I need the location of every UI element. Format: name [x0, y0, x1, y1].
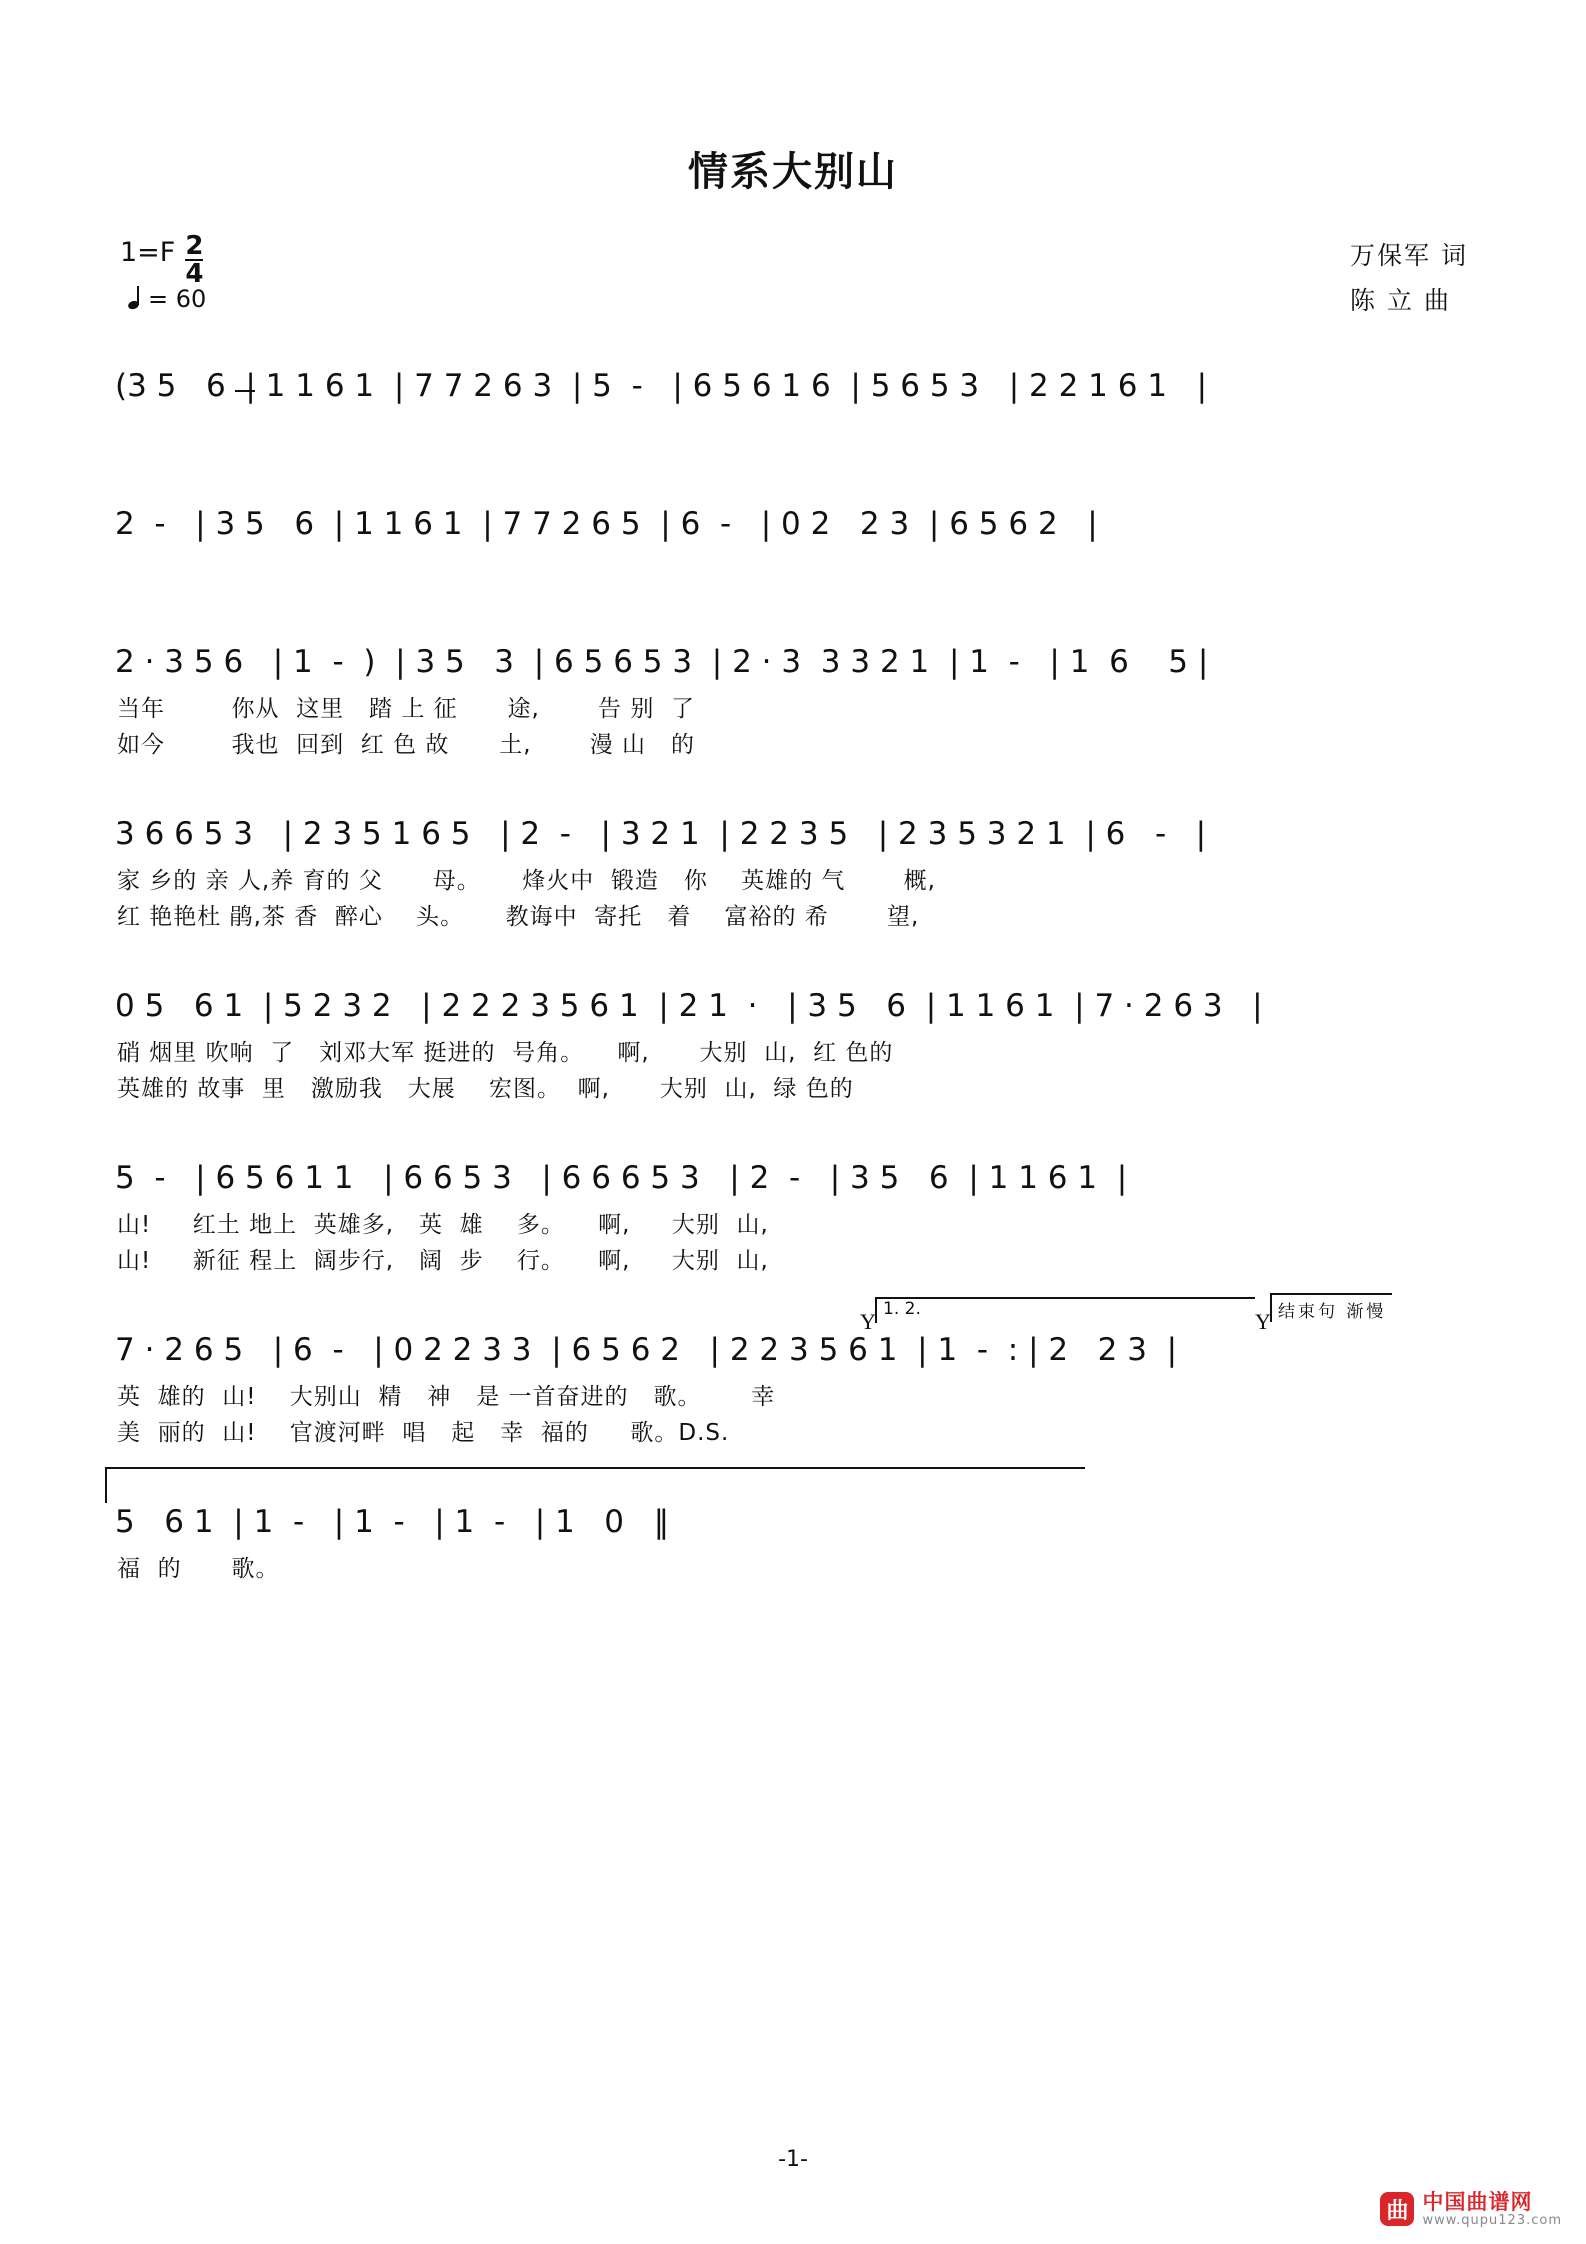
lyrics-verse1-row-7: 英 雄的 山! 大别山 精 神 是 一首奋进的 歌。 幸 — [117, 1384, 776, 1410]
lyrics-verse1-row-3: 当年 你从 这里 踏 上 征 途, 告 别 了 — [117, 696, 695, 722]
notation-row-3: 2 · 3 5 6 | 1 - ) | 3 5 3 | 6 5 6 5 3 | 2 · 3 3 3 2 1 | 1 - | 1 6 5 | — [115, 644, 1209, 680]
time-signature-denominator: 4 — [185, 259, 204, 289]
coda-icon: Υ — [860, 1309, 876, 1334]
ending-phrase-label: 结束句 渐慢 — [1270, 1293, 1392, 1322]
system-6 — [115, 1149, 1471, 1279]
system-7 — [115, 1299, 1471, 1451]
lyrics-verse2-row-7: 美 丽的 山! 官渡河畔 唱 起 幸 福的 歌。D.S. — [117, 1420, 730, 1446]
watermark-site-name: 中国曲谱网 — [1422, 2189, 1533, 2214]
notation-row-6: 5 - | 6 5 6 1 1 | 6 6 5 3 | 6 6 6 5 3 | 2 - | 3 5 6 | 1 1 6 1 | — [115, 1160, 1128, 1196]
page-number: -1- — [778, 2147, 808, 2172]
system-4 — [115, 805, 1471, 935]
watermark-logo-icon: 曲 — [1380, 2192, 1414, 2226]
key-label: 1=F — [120, 237, 176, 268]
key-signature — [120, 231, 204, 291]
coda-icon-2: Υ — [1255, 1309, 1271, 1334]
system-3 — [115, 633, 1471, 763]
lyrics-verse1-row-5: 硝 烟里 吹响 了 刘邓大军 挺进的 号角。 啊, 大别 山, 红 色的 — [117, 1040, 894, 1066]
composer: 陈 立 曲 — [1350, 286, 1451, 315]
credits — [1350, 233, 1468, 323]
volta-bracket-1-2: 1. 2. — [875, 1297, 1255, 1323]
lyricist: 万保军 词 — [1350, 241, 1468, 270]
lyrics-verse2-row-3: 如今 我也 回到 红 色 故 土, 漫 山 的 — [117, 732, 695, 758]
notation-row-5: 0 5 6 1 | 5 2 3 2 | 2 2 2 3 5 6 1 | 2 1 · | 3 5 6 | 1 1 6 1 | 7 · 2 6 3 | — [115, 988, 1263, 1024]
tempo-marking — [128, 285, 206, 313]
lyrics-verse2-row-6: 山! 新征 程上 阔步行, 阔 步 行。 啊, 大别 山, — [117, 1248, 769, 1274]
watermark — [1380, 2191, 1562, 2228]
system-8 — [115, 1493, 1471, 1589]
system-2 — [115, 495, 1471, 591]
time-signature-numerator: 2 — [185, 231, 204, 261]
page-title: 情系大别山 — [688, 149, 898, 195]
lyrics-verse1-row-4: 家 乡的 亲 人,养 育的 父 母。 烽火中 锻造 你 英雄的 气 概, — [117, 868, 936, 894]
lyrics-verse2-row-5: 英雄的 故事 里 激励我 大展 宏图。 啊, 大别 山, 绿 色的 — [117, 1076, 854, 1102]
time-signature — [185, 233, 203, 287]
notation-row-7: 7 · 2 6 5 | 6 - | 0 2 2 3 3 | 6 5 6 2 | 2 2 3 5 6 1 | 1 - : | 2 2 3 | — [115, 1332, 1178, 1368]
tempo-value: = 60 — [148, 285, 207, 313]
watermark-url: www.qupu123.com — [1422, 2212, 1562, 2228]
lyrics-verse1-row-6: 山! 红土 地上 英雄多, 英 雄 多。 啊, 大别 山, — [117, 1212, 769, 1238]
lyrics-verse1-row-8: 福 的 歌。 — [117, 1556, 280, 1582]
system-1 — [115, 357, 1471, 453]
notation-row-1: (3 5 6 | 1 1 6 1 | 7 7 2 6 3 | 5 - | 6 5 6 1 6 | 5 6 5 3 | 2 2 1 6 1 | — [115, 368, 1208, 404]
quarter-note-icon — [128, 289, 142, 309]
system-5 — [115, 977, 1471, 1107]
notation-row-8: 5 6 1 | 1 - | 1 - | 1 - | 1 0 ‖ — [115, 1504, 670, 1540]
notation-row-4: 3 6 6 5 3 | 2 3 5 1 6 5 | 2 - | 3 2 1 | 2 2 3 5 | 2 3 5 3 2 1 | 6 - | — [115, 816, 1207, 852]
score-header — [0, 227, 1586, 357]
lyrics-verse2-row-4: 红 艳艳杜 鹃,茶 香 醉心 头。 教诲中 寄托 着 富裕的 希 望, — [117, 904, 920, 930]
notation-row-2: 2 - | 3 5 6 | 1 1 6 1 | 7 7 2 6 5 | 6 - | 0 2 2 3 | 6 5 6 2 | — [115, 506, 1098, 542]
